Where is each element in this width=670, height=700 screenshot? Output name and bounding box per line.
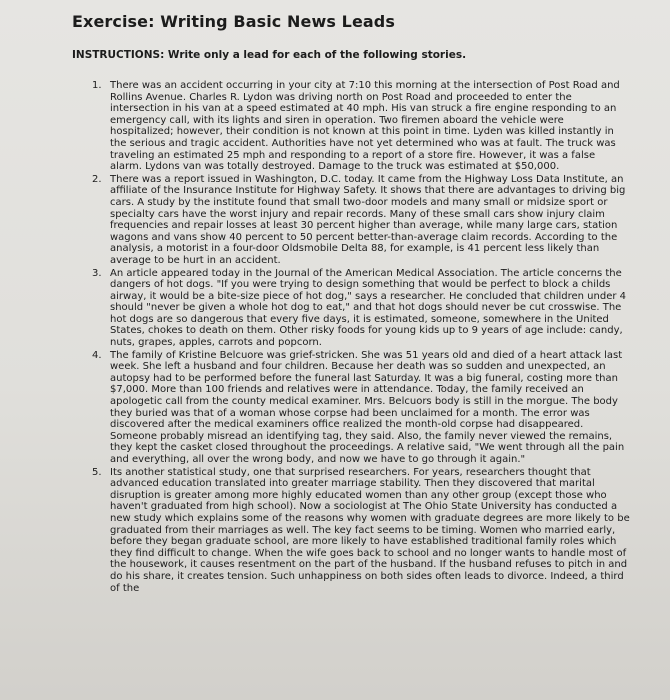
story-number: 2. bbox=[92, 173, 102, 185]
story-item-5 bbox=[72, 467, 630, 595]
story-text: An article appeared today in the Journal of the American Medical Association. The article concerns the dangers of hot dogs. "If you were trying to design something that would be perfect to block a childs airway, it would be a bite-size piece of hot dog," says a researcher. He concluded that children under 4 should "never be given a whole hot dog to eat," and that hot dogs should never be cut crosswise. The hot dogs are so dangerous that every five days, it is estimated, someone, somewhere in the United States, chokes to death on them. Other risky foods for young kids up to 9 years of age include: candy, nuts, grapes, apples, carrots and popcorn. bbox=[110, 267, 627, 349]
story-list bbox=[72, 80, 630, 594]
instructions: INSTRUCTIONS: Write only a lead for each of the following stories. bbox=[72, 49, 467, 61]
story-text: There was an accident occurring in your city at 7:10 this morning at the intersection of Post Road and Rollins Avenue. Charles R. Lydon was driving north on Post Road and proceeded to enter the intersection in his van at a speed estimated at 40 mph. His van struck a fire engine responding to an emergency call, with its lights and siren in operation. Two firemen aboard the vehicle were hospitalized; however, their condition is not known at this point in time. Lyden was killed instantly in the serious and tragic accident. Authorities have not yet determined who was at fault. The truck was traveling an estimated 25 mph and responding to a report of a store fire. However, it was a false alarm. Lydons van was totally destroyed. Damage to the truck was estimated at $50,000. bbox=[110, 80, 620, 173]
story-text: The family of Kristine Belcuore was grief-stricken. She was 51 years old and died of a heart attack last week. She left a husband and four children. Because her death was so sudden and unexpected, an autopsy had to be performed before the funeral last Saturday. It was a big funeral, costing more than $7,000. More than 100 friends and relatives were in attendance. Today, the family received an apologetic call from the county medical examiner. Mrs. Belcuors body is still in the morgue. The body they buried was that of a woman whose corpse had been unclaimed for a month. The error was discovered after the medical examiners office realized the month-old corpse had disappeared. Someone probably misread an identifying tag, they said. Also, the family never viewed the remains, they kept the casket closed throughout the proceedings. A relative said, "We went through all the pain and everything, all over the wrong body, and now we have to go through it again." bbox=[110, 349, 625, 465]
story-number: 4. bbox=[92, 349, 102, 361]
story-item-4 bbox=[72, 350, 630, 466]
story-number: 1. bbox=[92, 80, 102, 91]
story-item-2 bbox=[72, 174, 630, 267]
story-item-1 bbox=[72, 80, 630, 173]
story-number: 5. bbox=[92, 466, 102, 478]
page-title: Exercise: Writing Basic News Leads bbox=[72, 12, 395, 31]
story-text: There was a report issued in Washington, D.C. today. It came from the Highway Loss Data Institute, an affiliate of the Insurance Institute for Highway Safety. It shows that there are advantages to driving big cars. A study by the institute found that small two-door models and many small or midsize sport or specialty cars have the worst injury and repair records. Many of these small cars show injury claim frequencies and repair losses at least 30 percent higher than average, while many large cars, station wagons and vans show 40 percent to 50 percent better-than-average claim records. According to the analysis, a motorist in a four-door Oldsmobile Delta 88, for example, is 41 percent less likely than average to be hurt in an accident. bbox=[110, 173, 626, 266]
story-item-3 bbox=[72, 268, 630, 349]
story-number: 3. bbox=[92, 267, 102, 279]
story-text: Its another statistical study, one that surprised researchers. For years, researchers thought that advanced education translated into greater marriage stability. Then they discovered that marital disruption is greater among more highly educated women than any other group (except those who haven't graduated from high school). Now a sociologist at The Ohio State University has conducted a new study which explains some of the reasons why women with graduate degrees are more likely to be graduated from their marriages as well. The key fact seems to be timing. Women who married early, before they began graduate school, are more likely to have established traditional family roles which they find difficult to change. When the wife goes back to school and no longer wants to handle most of the housework, it causes resentment on the part of the husband. If the husband refuses to pitch in and do his share, it creates tension. Such unhappiness on both sides often leads to divorce. Indeed, a third of the bbox=[110, 466, 630, 594]
